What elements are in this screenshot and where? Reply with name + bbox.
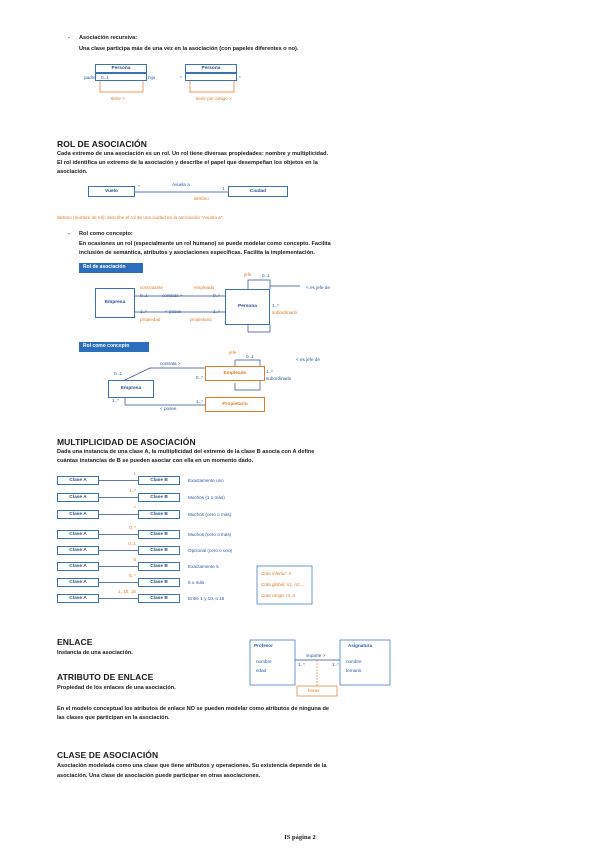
mult-row-class-b: Clase B — [138, 510, 180, 519]
persona-class-box-1: Persona — [95, 64, 147, 73]
mult-jefe: 0..1 — [262, 273, 270, 278]
mult-posee-2: 1..* — [196, 399, 203, 404]
mult-row-class-b: Clase B — [138, 562, 180, 571]
propiedad-role: propiedad — [140, 317, 161, 322]
mult-row-value: 5 — [133, 557, 136, 562]
mult-row-class-a: Clase A — [57, 562, 99, 571]
rol-asociacion-bar: Rol de asociación — [79, 263, 143, 273]
mult-desc-2: cuántas instancias de B se pueden asociar con ella en un momento dado. — [57, 458, 254, 464]
imparte-label: imparte > — [306, 653, 326, 658]
recursive-link-2 — [190, 81, 234, 92]
mult-contrata-2: 0..1 — [114, 371, 122, 376]
destino-note: destino (nombre de rol): describe el rol de una ciudad en la asociación "Avuela a" — [57, 215, 223, 220]
atributo-note-2: las clases que participan en la asociación. — [57, 715, 170, 721]
concept-title: Rol como concepto: — [79, 231, 133, 237]
subordinado-role: subordinado — [272, 310, 298, 315]
mult-row-class-a: Clase A — [57, 594, 99, 603]
atributo-note-1: En el modelo conceptual los atributos de enlace NO se pueden modelar como atributos de ninguna de — [57, 706, 329, 712]
mult-row-value: 1 — [133, 471, 136, 476]
mult-row-class-b: Clase B — [138, 546, 180, 555]
mult-row-class-a: Clase A — [57, 510, 99, 519]
profesor-class: Profesor — [254, 643, 273, 648]
persona-class-box-2: Persona — [185, 64, 237, 73]
mult-row-value: 5..* — [129, 573, 136, 578]
concept-desc-2: inclusión de semántica, atributos y asociaciones específicas. Facilita la implementación. — [79, 250, 315, 256]
es-jefe-label: < es jefe de — [306, 285, 330, 290]
es-jefe-label-2: < es jefe de — [296, 357, 320, 362]
mult-subordinado-2: 1..* — [266, 369, 273, 374]
mult-jefe-2: 0..1 — [246, 354, 254, 359]
contratante-role: contratante — [140, 285, 163, 290]
vuelo-class: Vuelo — [88, 186, 135, 197]
mult-row-class-b: Clase B — [138, 493, 180, 502]
posee-label-2: < posee — [160, 406, 177, 411]
mult-row-desc: Opcional (cero o uno) — [188, 548, 233, 553]
clase-heading: CLASE DE ASOCIACIÓN — [57, 750, 159, 760]
bullet-dash-2: - — [68, 231, 70, 237]
mult-row-desc: 5 o más — [188, 580, 205, 585]
contrata-label-2: contrata > — [160, 361, 181, 366]
clase-desc-2: asociación. Una clase de asociación puede participar en otras asociaciones. — [57, 773, 261, 779]
destino-role: destino — [194, 196, 209, 201]
mult-empleado-2: 0..* — [196, 375, 203, 380]
mult-row-desc: Muchos (cero o más) — [188, 512, 232, 517]
mult-row-class-b: Clase B — [138, 578, 180, 587]
rol-concepto-bar: Rol como concepto — [79, 342, 149, 352]
legend-cota-inferior: Cota inferior: n — [261, 571, 292, 576]
contrata-label: contrata > — [162, 293, 183, 298]
mult-row-value: 1, 10, 15 — [118, 589, 136, 594]
propietario-class: Propietario — [205, 397, 265, 412]
ciudad-class: Ciudad — [228, 186, 288, 197]
horas-link-attr: horas — [308, 688, 320, 693]
asignatura-attr-nombre: nombre — [346, 659, 362, 664]
persona-class-3: Persona — [225, 289, 270, 325]
clase-desc-1: Asociación modelada como una clase que tiene atributos y operaciones. Su existencia depende de la — [57, 763, 327, 769]
rol-desc-3: asociación. — [57, 169, 88, 175]
rol-desc-1: Cada extremo de una asociación es un rol. Un rol tiene diversas propiedades: nombre y multiplicidad. — [57, 151, 329, 157]
empleado-class: Empleado — [205, 366, 265, 381]
mult-row-class-a: Clase A — [57, 530, 99, 539]
legend-cota-global: Cota global: n1, n2, ... — [261, 582, 306, 587]
enlace-heading: ENLACE — [57, 637, 93, 647]
asignatura-class: Asignatura — [348, 643, 372, 648]
mult-row-class-b: Clase B — [138, 476, 180, 485]
label-tiene: tiene > — [111, 96, 125, 101]
mult-empleado: 0..* — [213, 293, 220, 298]
concept-desc-1: En ocasiones un rol (especialmente un rol humano) se puede modelar como concepto. Facilita — [79, 241, 331, 247]
rol-heading: ROL DE ASOCIACIÓN — [57, 139, 148, 149]
enlace-desc: Instancia de una asociación. — [57, 650, 133, 656]
mult-heading: MULTIPLICIDAD DE ASOCIACIÓN — [57, 437, 196, 447]
role-hijo: hijo — [148, 75, 156, 80]
label-tiene-por-amigo: tiene por amigo > — [196, 96, 232, 101]
mult-row-class-a: Clase A — [57, 493, 99, 502]
empresa-class-2: Empresa — [108, 380, 154, 398]
ciudad-mult: 1 — [222, 186, 225, 191]
mult-star-b: * — [239, 75, 241, 80]
posee-label: < posee — [165, 309, 182, 314]
atributo-heading: ATRIBUTO DE ENLACE — [57, 672, 154, 682]
mult-right: 1..* — [332, 662, 339, 667]
jefe-role-2: jefe — [229, 350, 237, 355]
jefe-role: jefe — [244, 272, 252, 277]
legend-cota-rango: Cota rango: m..n — [261, 593, 296, 598]
empleado-role: empleado — [194, 285, 215, 290]
rol-desc-2: El rol identifica un extremo de la asociación y describe el papel que desempeñan los objetos en la — [57, 160, 318, 166]
mult-subordinado: 1..* — [272, 303, 279, 308]
atributo-desc: Propiedad de los enlaces de una asociación. — [57, 685, 176, 691]
mult-row-class-a: Clase A — [57, 476, 99, 485]
mult-row-class-a: Clase A — [57, 578, 99, 587]
mult-propietario: 1..* — [213, 309, 220, 314]
mult-posee-1: 1..* — [112, 398, 119, 403]
subordinado-role-2: subordinado — [266, 376, 292, 381]
recursive-desc: Una clase participa más de una vez en la asociación (con papeles diferentes o no). — [79, 46, 299, 52]
asignatura-attr-temario: temario — [346, 668, 362, 673]
mult-left: 1..* — [298, 662, 305, 667]
vuelo-mult: * — [138, 184, 140, 189]
mult-row-desc: Exactamente 5 — [188, 564, 219, 569]
bullet-dash: - — [68, 35, 70, 41]
propietario-role: propietario — [190, 317, 212, 322]
page-footer: IS página 2 — [284, 834, 316, 841]
mult-row-desc: Muchos (cero o más) — [188, 532, 232, 537]
recursive-title: Asociación recursiva: — [79, 35, 138, 41]
mult-row-class-b: Clase B — [138, 530, 180, 539]
mult-propiedad: 1..* — [140, 309, 147, 314]
profesor-attr-edad: edad — [256, 668, 267, 673]
mult-row-value: 1..* — [129, 488, 136, 493]
mult-0-1: 0..1 — [101, 75, 109, 80]
recursive-link-1 — [100, 81, 143, 92]
role-padre: padre — [84, 75, 96, 80]
mult-row-class-b: Clase B — [138, 594, 180, 603]
empresa-class-1: Empresa — [95, 288, 135, 318]
mult-row-value: 0..1 — [128, 541, 136, 546]
mult-row-value: * — [134, 505, 136, 510]
mult-desc-1: Dada una instancia de una clase A, la multiplicidad del extremo de la clase B asocia con A define — [57, 449, 315, 455]
mult-star-a: * — [180, 75, 182, 80]
mult-row-class-a: Clase A — [57, 546, 99, 555]
mult-row-desc: Exactamente uno — [188, 478, 224, 483]
mult-row-value: 0..* — [129, 525, 136, 530]
avuela-a-label: Avuela a — [172, 182, 190, 187]
profesor-attr-nombre: nombre — [256, 659, 272, 664]
mult-contratante: 0..1 — [140, 293, 148, 298]
mult-row-desc: Muchos (1 o más) — [188, 495, 225, 500]
mult-row-desc: Entre 1 y 10, o 15 — [188, 596, 225, 601]
